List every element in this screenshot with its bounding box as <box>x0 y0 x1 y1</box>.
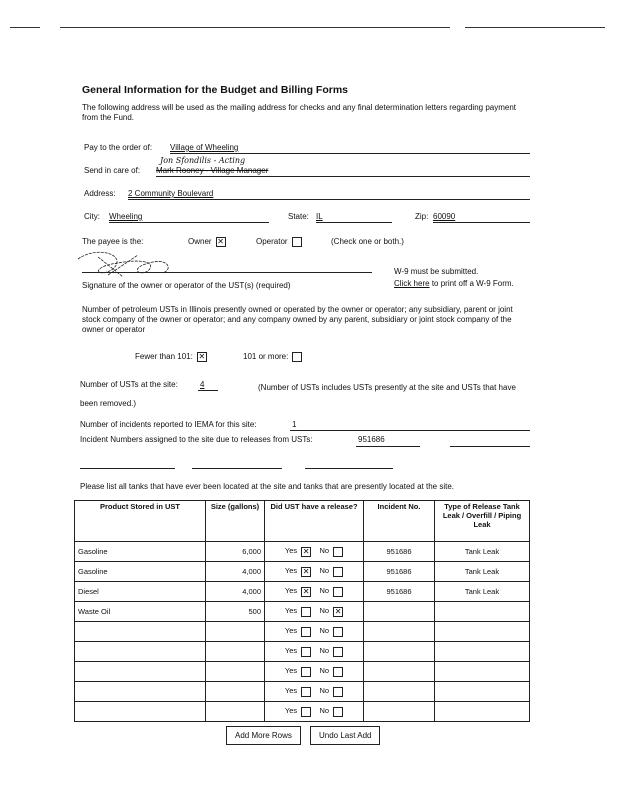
table-row <box>75 642 530 662</box>
type-cell[interactable]: Tank Leak <box>435 582 530 602</box>
signature-label: Signature of the owner or operator of the UST(s) (required) <box>82 281 291 290</box>
incident-cell[interactable] <box>364 662 435 682</box>
product-cell[interactable]: Waste Oil <box>75 602 206 622</box>
add-more-rows-button[interactable]: Add More Rows <box>226 726 301 745</box>
size-cell[interactable] <box>206 702 265 722</box>
state-field[interactable]: IL <box>316 212 323 221</box>
incident-cell[interactable]: 951686 <box>364 562 435 582</box>
incident-cell[interactable] <box>364 642 435 662</box>
yes-checkbox[interactable] <box>301 607 311 617</box>
no-checkbox[interactable] <box>333 647 343 657</box>
release-cell <box>265 642 364 662</box>
type-cell[interactable]: Tank Leak <box>435 542 530 562</box>
no-checkbox[interactable] <box>333 707 343 717</box>
yes-checkbox[interactable] <box>301 667 311 677</box>
yes-checkbox[interactable] <box>301 687 311 697</box>
payee-label: The payee is the: <box>82 237 144 246</box>
no-checkbox[interactable]: ✕ <box>334 606 342 616</box>
product-cell[interactable] <box>75 702 206 722</box>
type-cell[interactable] <box>435 622 530 642</box>
type-cell[interactable] <box>435 662 530 682</box>
incident-cell[interactable] <box>364 702 435 722</box>
owner-option[interactable] <box>188 237 226 247</box>
table-row <box>75 542 530 562</box>
no-label: No <box>319 706 330 716</box>
undo-last-add-button[interactable]: Undo Last Add <box>310 726 380 745</box>
no-label: No <box>319 606 330 616</box>
table-row <box>75 702 530 722</box>
state-label: State: <box>288 212 309 221</box>
size-cell[interactable] <box>206 682 265 702</box>
page-title: General Information for the Budget and Billing Forms <box>82 84 349 96</box>
yes-label: Yes <box>284 606 298 616</box>
address-field[interactable]: 2 Community Boulevard <box>128 189 214 198</box>
more-label: 101 or more: <box>243 352 289 362</box>
no-checkbox[interactable] <box>333 547 343 557</box>
ust-count-question: Number of petroleum USTs in Illinois presently owned or operated by the owner or operator; any subsidiary, parent or joint stock company of the owner or operator; and any company owned by any parent, subsidiary or joint stock company of the owner or operator <box>82 305 513 334</box>
incident-cell[interactable] <box>364 622 435 642</box>
size-cell[interactable] <box>206 622 265 642</box>
w9-note: W-9 must be submitted. <box>394 267 479 276</box>
release-cell <box>265 562 364 582</box>
incident-cell[interactable]: 951686 <box>364 542 435 562</box>
incident-numbers-label: Incident Numbers assigned to the site due to releases from USTs: <box>80 435 313 444</box>
zip-field[interactable]: 60090 <box>433 212 456 221</box>
header-release: Did UST have a release? <box>265 501 364 542</box>
care-of-label: Send in care of: <box>84 166 141 175</box>
operator-checkbox[interactable] <box>292 237 302 247</box>
site-ust-field[interactable]: 4 <box>200 380 205 389</box>
yes-checkbox[interactable] <box>301 707 311 717</box>
more-option[interactable] <box>243 352 302 362</box>
scan-artifact-line <box>10 27 40 28</box>
yes-label: Yes <box>284 566 298 576</box>
header-size: Size (gallons) <box>206 501 265 542</box>
release-cell <box>265 582 364 602</box>
city-label: City: <box>84 212 100 221</box>
release-cell <box>265 602 364 622</box>
operator-option[interactable] <box>256 237 302 247</box>
table-row <box>75 562 530 582</box>
no-checkbox[interactable] <box>333 687 343 697</box>
yes-checkbox[interactable]: ✕ <box>302 546 310 556</box>
table-row <box>75 662 530 682</box>
fewer-checkbox[interactable]: ✕ <box>198 352 206 361</box>
yes-label: Yes <box>284 686 298 696</box>
incident-cell[interactable]: 951686 <box>364 582 435 602</box>
operator-label: Operator <box>256 237 288 247</box>
owner-label: Owner <box>188 237 212 247</box>
site-ust-note: (Number of USTs includes USTs presently at the site and USTs that have been removed.) <box>80 383 516 408</box>
release-cell <box>265 542 364 562</box>
size-cell[interactable] <box>206 662 265 682</box>
yes-label: Yes <box>284 646 298 656</box>
table-row <box>75 582 530 602</box>
product-cell[interactable] <box>75 662 206 682</box>
zip-label: Zip: <box>415 212 429 221</box>
check-note: (Check one or both.) <box>331 237 404 246</box>
w9-link-line <box>394 279 514 288</box>
release-cell <box>265 702 364 722</box>
ust-table <box>74 500 530 722</box>
yes-checkbox[interactable]: ✕ <box>302 586 310 596</box>
size-cell[interactable]: 6,000 <box>206 542 265 562</box>
yes-label: Yes <box>284 706 298 716</box>
signature-image <box>68 247 178 281</box>
table-row <box>75 602 530 622</box>
intro-text: The following address will be used as the mailing address for checks and any final determination letters regarding payment from the Fund. <box>82 103 517 122</box>
incident-numbers-field[interactable]: 951686 <box>358 435 385 444</box>
owner-checkbox[interactable]: ✕ <box>217 237 224 246</box>
no-label: No <box>319 666 330 676</box>
pay-to-field[interactable]: Village of Wheeling <box>170 143 239 152</box>
size-cell[interactable]: 4,000 <box>206 562 265 582</box>
type-cell[interactable] <box>435 602 530 622</box>
size-cell[interactable] <box>206 642 265 662</box>
yes-checkbox[interactable]: ✕ <box>302 566 310 576</box>
no-checkbox[interactable] <box>333 667 343 677</box>
incident-cell[interactable] <box>364 682 435 702</box>
fewer-option[interactable] <box>135 352 207 362</box>
yes-label: Yes <box>284 586 298 596</box>
no-checkbox[interactable] <box>333 627 343 637</box>
no-label: No <box>319 686 330 696</box>
yes-label: Yes <box>284 626 298 636</box>
no-label: No <box>319 626 330 636</box>
incident-cell[interactable] <box>364 602 435 622</box>
yes-label: Yes <box>284 666 298 676</box>
product-cell[interactable] <box>75 682 206 702</box>
yes-label: Yes <box>284 546 298 556</box>
no-label: No <box>319 646 330 656</box>
product-cell[interactable] <box>75 642 206 662</box>
header-incident: Incident No. <box>364 501 435 542</box>
incidents-field[interactable]: 1 <box>292 420 297 429</box>
product-cell[interactable] <box>75 622 206 642</box>
yes-checkbox[interactable] <box>301 647 311 657</box>
tanks-instruction: Please list all tanks that have ever been located at the site and tanks that are presently located at the site. <box>80 482 455 491</box>
release-cell <box>265 682 364 702</box>
header-product: Product Stored in UST <box>75 501 206 542</box>
care-of-field[interactable]: Mark Rooney - Village Manager <box>156 166 269 175</box>
fewer-label: Fewer than 101: <box>135 352 193 362</box>
yes-checkbox[interactable] <box>301 627 311 637</box>
type-cell[interactable] <box>435 702 530 722</box>
no-label: No <box>319 586 330 596</box>
incidents-label: Number of incidents reported to IEMA for this site: <box>80 420 257 429</box>
header-type: Type of Release Tank Leak / Overfill / Piping Leak <box>435 501 530 542</box>
handwritten-care-of: Jon Sfondilis - Acting <box>160 156 246 165</box>
type-cell[interactable] <box>435 642 530 662</box>
release-cell <box>265 622 364 642</box>
scan-artifact-line <box>60 27 450 28</box>
size-cell[interactable]: 500 <box>206 602 265 622</box>
more-checkbox[interactable] <box>292 352 302 362</box>
size-cell[interactable]: 4,000 <box>206 582 265 602</box>
type-cell[interactable] <box>435 682 530 702</box>
city-field[interactable]: Wheeling <box>109 212 143 221</box>
release-cell <box>265 662 364 682</box>
w9-link-text: to print off a W-9 Form. <box>431 279 514 288</box>
pay-to-label: Pay to the order of: <box>84 143 153 152</box>
table-row <box>75 622 530 642</box>
scan-artifact-line <box>465 27 605 28</box>
product-cell[interactable]: Gasoline <box>75 542 206 562</box>
no-label: No <box>319 566 330 576</box>
w9-link[interactable]: Click here <box>394 279 430 288</box>
product-cell[interactable]: Gasoline <box>75 562 206 582</box>
site-ust-label: Number of USTs at the site: <box>80 380 178 389</box>
no-label: No <box>319 546 330 556</box>
table-row <box>75 682 530 702</box>
address-label: Address: <box>84 189 116 198</box>
no-checkbox[interactable] <box>333 567 343 577</box>
no-checkbox[interactable] <box>333 587 343 597</box>
type-cell[interactable]: Tank Leak <box>435 562 530 582</box>
product-cell[interactable]: Diesel <box>75 582 206 602</box>
